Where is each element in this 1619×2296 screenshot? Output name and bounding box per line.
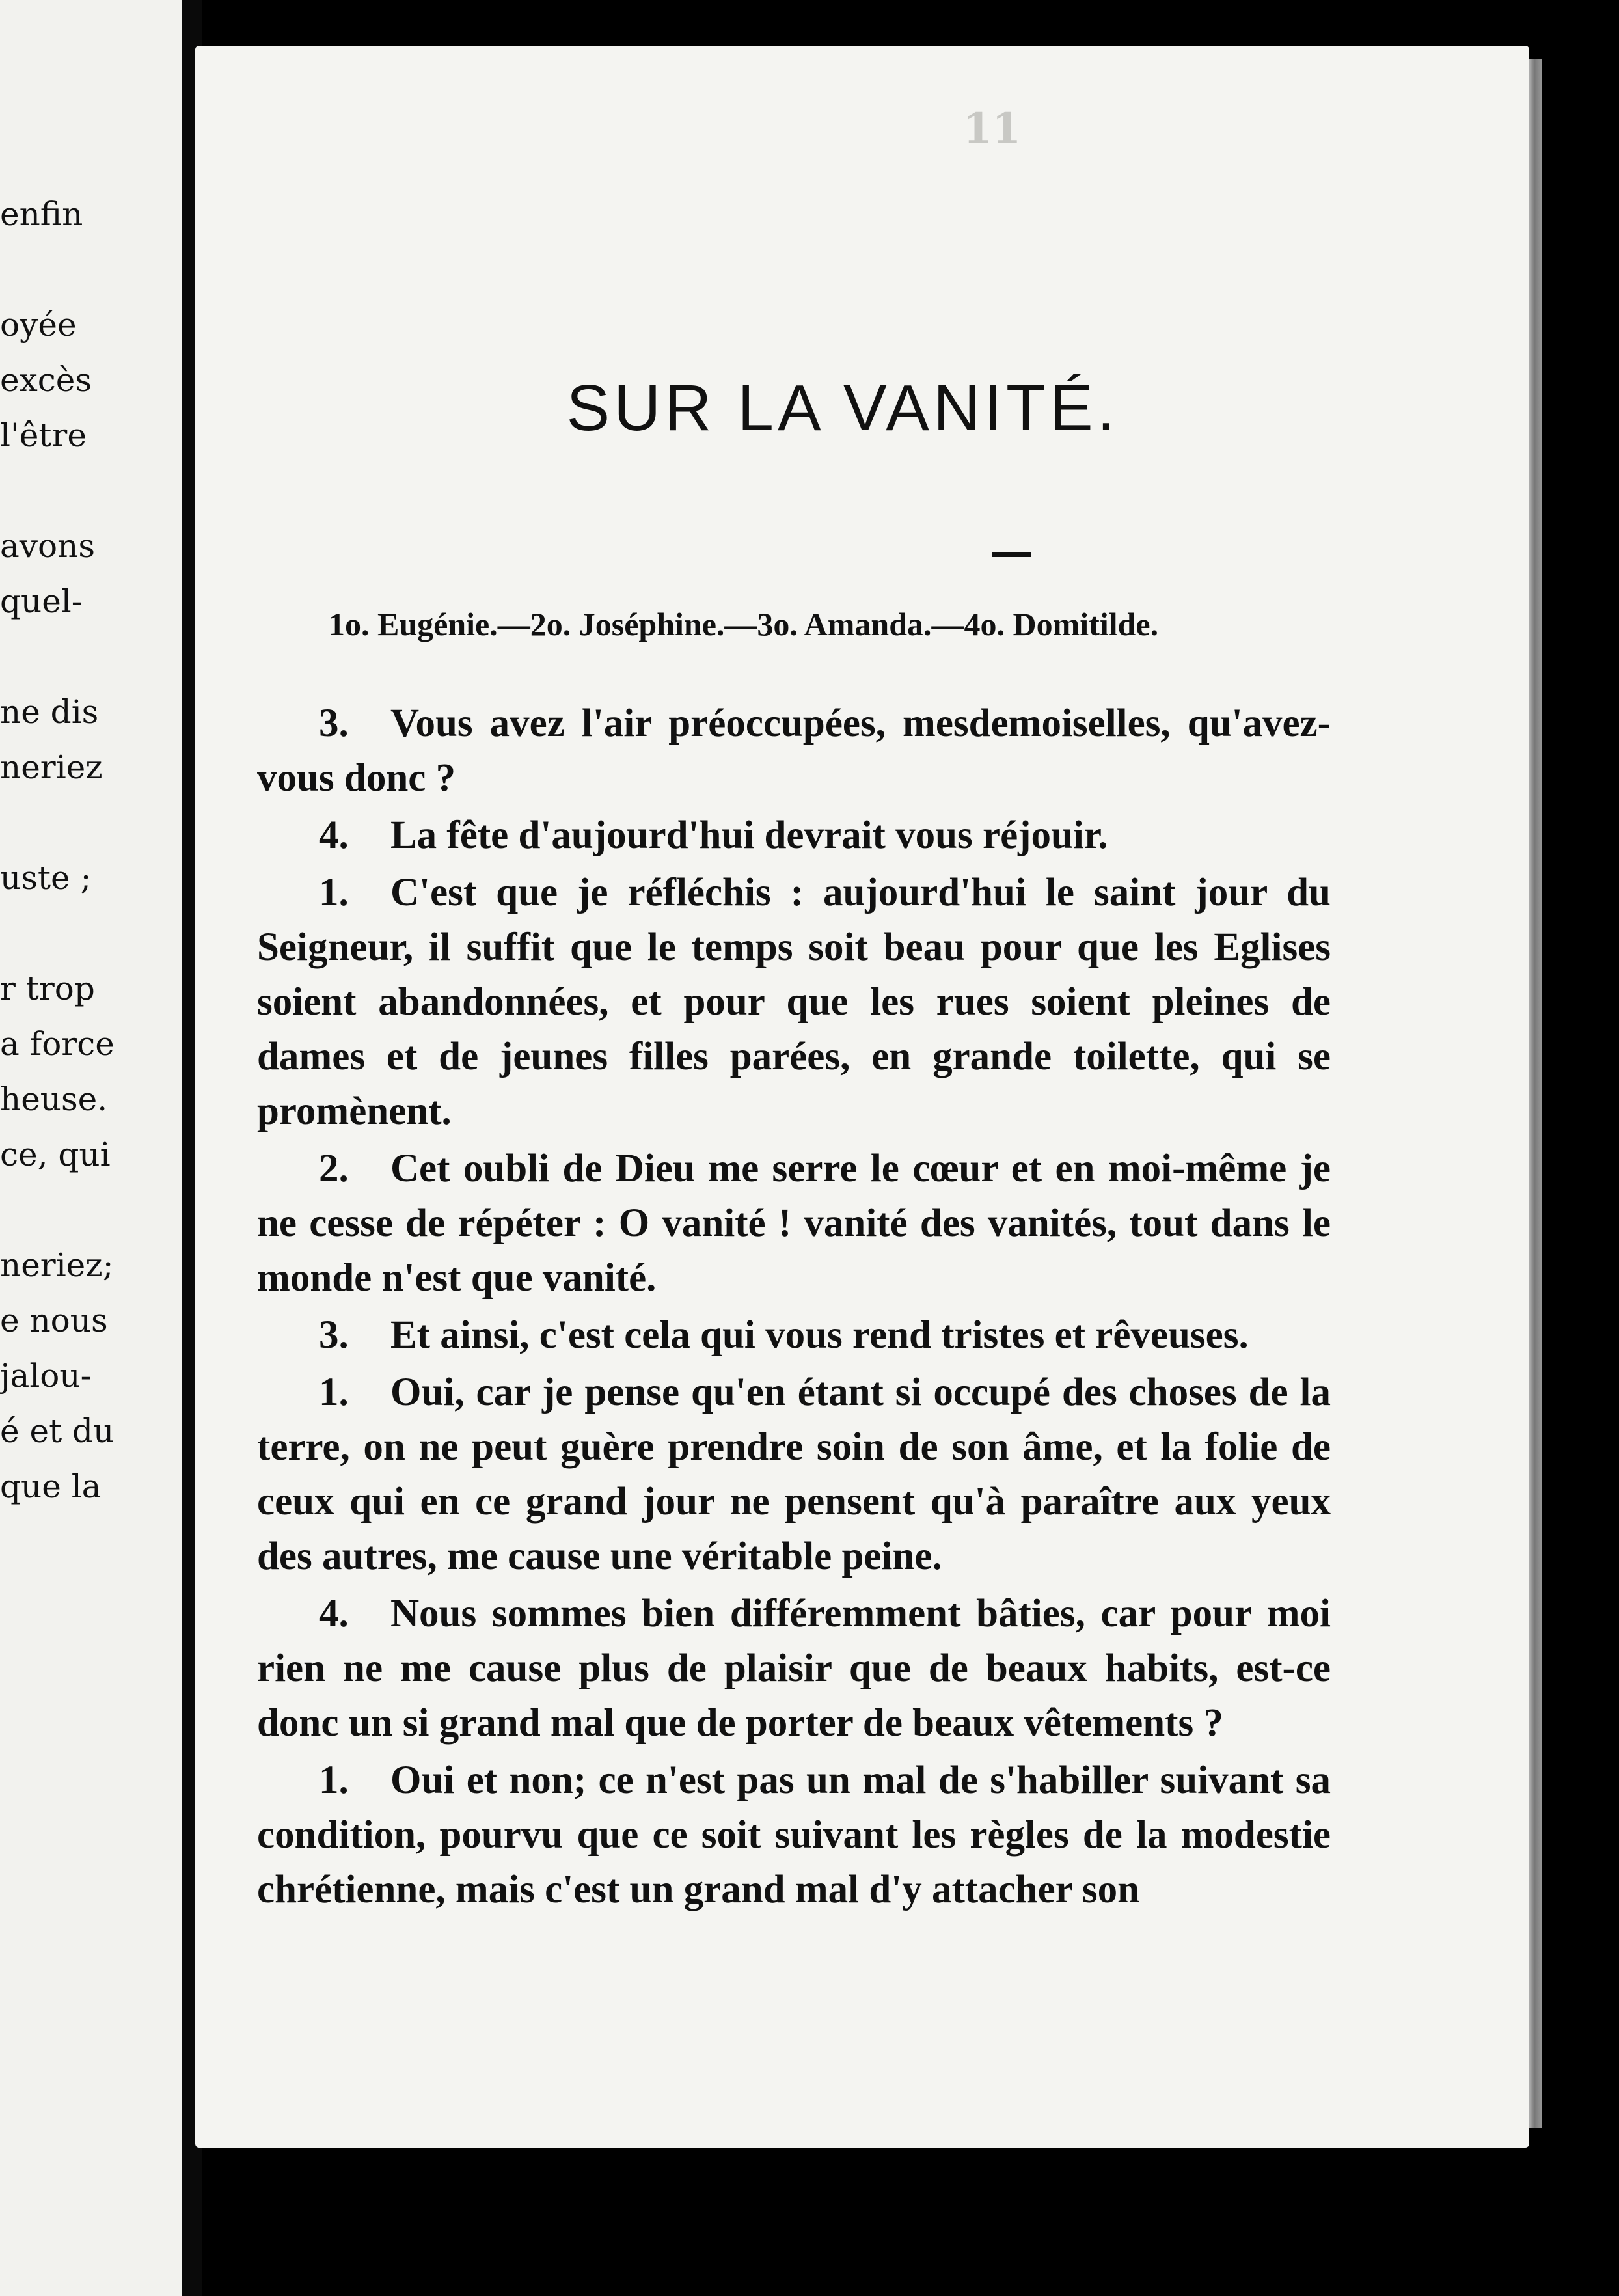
left-page-fragment: ne dis (0, 693, 99, 731)
dialogue-paragraph (257, 808, 1331, 863)
speaker-number: 2. (319, 1147, 349, 1190)
dialogue-line: Vous avez l'air préoccupées, mesdemoiselles, qu'avez-vous donc ? (257, 702, 1331, 800)
left-page-fragment: oyée (0, 306, 77, 344)
right-page (195, 46, 1529, 2148)
dialogue-paragraph (257, 866, 1331, 1139)
dialogue-line: C'est que je réfléchis : aujourd'hui le saint jour du Seigneur, il suffit que le temps soit beau pour que les Eglises soient abandonnées, et pour que les rues soient pleines de dames et de jeunes filles parées, en grande toilette, qui se promènent. (257, 871, 1331, 1133)
speaker-number: 4. (319, 1592, 349, 1635)
left-page-fragment: a force (0, 1025, 115, 1063)
left-page-fragment: ce, qui (0, 1136, 111, 1173)
left-page-fragment: enfin (0, 195, 83, 233)
left-page-fragment: é et du (0, 1412, 115, 1450)
left-page-fragment: e nous (0, 1302, 108, 1339)
speaker-number: 1. (319, 871, 349, 914)
dialogue-line: Et ainsi, c'est cela qui vous rend tristes et rêveuses. (390, 1313, 1249, 1357)
page-title: SUR LA VANITÉ. (566, 372, 1119, 444)
speaker-number: 1. (319, 1758, 349, 1802)
left-page-fragment: neriez (0, 748, 103, 786)
dialogue-paragraph (257, 696, 1331, 806)
dialogue-line: La fête d'aujourd'hui devrait vous réjouir. (390, 813, 1108, 857)
left-page-fragment: que la (0, 1468, 102, 1505)
left-page-fragment: r trop (0, 970, 95, 1007)
speaker-number: 3. (319, 702, 349, 745)
dialogue-paragraph (257, 1365, 1331, 1584)
speaker-number: 1. (319, 1371, 349, 1414)
left-page-fragment: excès (0, 361, 92, 399)
character-list: 1o. Eugénie.—2o. Joséphine.—3o. Amanda.—4o. Domitilde. (329, 606, 1159, 642)
dialogue-text (257, 696, 1331, 1920)
left-page-fragment: quel- (0, 582, 83, 620)
dialogue-paragraph (257, 1308, 1331, 1363)
dialogue-paragraph (257, 1587, 1331, 1751)
left-page-fragment: neriez; (0, 1246, 114, 1284)
dialogue-line: Nous sommes bien différemment bâties, car pour moi rien ne me cause plus de plaisir que de beaux habits, est-ce donc un si grand mal que de porter de beaux vêtements ? (257, 1592, 1331, 1745)
left-page-fragment: heuse. (0, 1080, 108, 1118)
left-page (0, 0, 182, 2296)
dialogue-paragraph (257, 1141, 1331, 1305)
dialogue-line: Cet oubli de Dieu me serre le cœur et en moi-même je ne cesse de répéter : O vanité ! vanité des vanités, tout dans le monde n'est que vanité. (257, 1147, 1331, 1300)
left-page-fragment: avons (0, 527, 96, 565)
speaker-number: 4. (319, 813, 349, 857)
title-rule (992, 552, 1031, 557)
dialogue-line: Oui, car je pense qu'en étant si occupé des choses de la terre, on ne peut guère prendre soin de son âme, et la folie de ceux qui en ce grand jour ne pensent qu'à paraître aux yeux des autres, me cause une véritable peine. (257, 1371, 1331, 1578)
dialogue-paragraph (257, 1753, 1331, 1917)
speaker-number: 3. (319, 1313, 349, 1357)
dialogue-line: Oui et non; ce n'est pas un mal de s'habiller suivant sa condition, pourvu que ce soit suivant les règles de la modestie chrétienne, mais c'est un grand mal d'y attacher son (257, 1758, 1331, 1911)
page-number: 11 (963, 104, 1022, 153)
left-page-fragment: jalou- (0, 1357, 92, 1395)
left-page-fragment: uste ; (0, 859, 92, 897)
left-page-fragment: l'être (0, 417, 87, 454)
